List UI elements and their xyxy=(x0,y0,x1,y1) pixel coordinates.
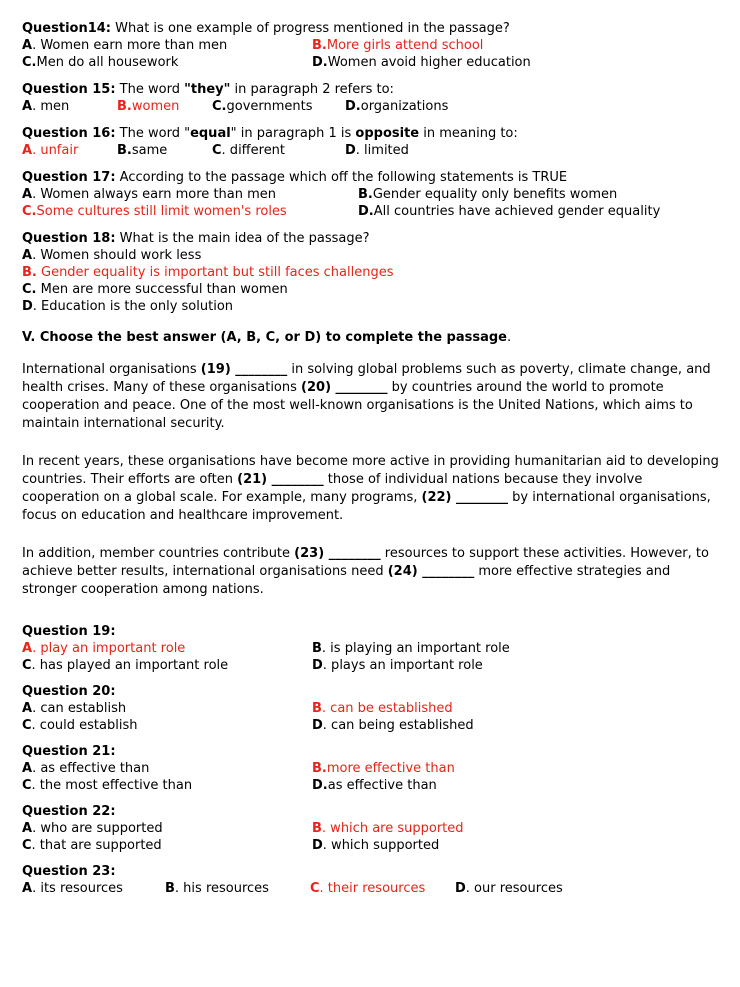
blank-23: (23) ________ xyxy=(294,546,381,561)
option-d: D. can being established xyxy=(312,718,474,733)
option-b: B.More girls attend school xyxy=(312,38,484,53)
passage-paragraph-2: In recent years, these organisations have become more active in providing humanitarian aid to developing countries. Their efforts are often (21) ________ those of individual nations because they involve cooperation on a global scale. For example, many programs, (22) ________ by international organisations, focus on education and healthcare improvement. xyxy=(22,454,719,523)
option-b: B. can be established xyxy=(312,701,453,716)
option-d: D. plays an important role xyxy=(312,658,483,673)
question-label: Question 21: xyxy=(22,744,116,759)
question-23 xyxy=(22,863,722,897)
question-stem: According to the passage which off the following statements is TRUE xyxy=(115,170,568,185)
option-a: A. who are supported xyxy=(22,821,163,836)
option-d: D.organizations xyxy=(345,99,449,114)
option-c: C. Men are more successful than women xyxy=(22,282,288,297)
question-stem: What is the main idea of the passage? xyxy=(115,231,370,246)
question-stem: The word xyxy=(115,82,185,97)
question-label: Question 15: xyxy=(22,82,116,97)
blank-22: (22) ________ xyxy=(421,490,509,505)
option-c: C.Men do all housework xyxy=(22,55,179,70)
question-21 xyxy=(22,743,722,794)
question-18 xyxy=(22,230,722,315)
question-label: Question 18: xyxy=(22,231,116,246)
option-b: B. Gender equality is important but still faces challenges xyxy=(22,265,394,280)
question-stem-mid: " in paragraph 1 is xyxy=(230,126,356,141)
question-stem: What is one example of progress mentioned in the passage? xyxy=(111,21,510,36)
option-a: A. unfair xyxy=(22,143,79,158)
blank-19: (19) ________ xyxy=(200,362,288,377)
question-stem-end: in paragraph 2 refers to: xyxy=(230,82,394,97)
option-b: B. which are supported xyxy=(312,821,464,836)
question-22 xyxy=(22,803,722,854)
option-b: B.same xyxy=(117,143,168,158)
question-14 xyxy=(22,20,722,71)
option-a: A. play an important role xyxy=(22,641,186,656)
option-c: C. has played an important role xyxy=(22,658,229,673)
option-c: C.Some cultures still limit women's roles xyxy=(22,204,287,219)
passage-paragraph-1: International organisations (19) ________ in solving global problems such as poverty, climate change, and health crises. Many of these organisations (20) ________ by countries around the world to promote cooperation and peace. One of the most well-known organisations is the United Nations, which aims to maintain international security. xyxy=(22,362,711,431)
blank-21: (21) ________ xyxy=(237,472,324,487)
question-20 xyxy=(22,683,722,734)
option-d: D.Women avoid higher education xyxy=(312,55,531,70)
question-stem: The word " xyxy=(115,126,191,141)
option-b: B. is playing an important role xyxy=(312,641,510,656)
option-d: D. limited xyxy=(345,143,409,158)
worksheet-page xyxy=(22,20,722,907)
option-c: C. that are supported xyxy=(22,838,162,853)
passage-paragraph-3: In addition, member countries contribute (23) ________ resources to support these activities. However, to achieve better results, international organisations need (24) ________ more effective strategies and stronger cooperation among nations. xyxy=(22,546,709,597)
blank-24: (24) ________ xyxy=(387,564,475,579)
option-a: A. can establish xyxy=(22,701,127,716)
section-heading: V. Choose the best answer (A, B, C, or D) to complete the passage. xyxy=(22,330,512,345)
option-c: C.governments xyxy=(212,99,313,114)
question-stem-end: in meaning to: xyxy=(419,126,518,141)
keyword-opposite: opposite xyxy=(355,126,420,141)
option-b: B. his resources xyxy=(165,881,269,896)
option-a: A. Women always earn more than men xyxy=(22,187,277,202)
question-label: Question 23: xyxy=(22,864,116,879)
question-label: Question 19: xyxy=(22,624,116,639)
option-b: B.more effective than xyxy=(312,761,455,776)
option-d: D.as effective than xyxy=(312,778,437,793)
blank-20: (20) ________ xyxy=(301,380,388,395)
option-d: D. our resources xyxy=(455,881,563,896)
option-a: A. Women earn more than men xyxy=(22,38,228,53)
option-d: D. Education is the only solution xyxy=(22,299,234,314)
question-label: Question14: xyxy=(22,21,112,36)
keyword-equal: equal xyxy=(190,126,231,141)
question-label: Question 22: xyxy=(22,804,116,819)
option-c: C. could establish xyxy=(22,718,138,733)
option-c: C. their resources xyxy=(310,881,426,896)
option-b: B.Gender equality only benefits women xyxy=(358,187,618,202)
option-d: D. which supported xyxy=(312,838,440,853)
question-label: Question 17: xyxy=(22,170,116,185)
question-label: Question 20: xyxy=(22,684,116,699)
option-a: A. Women should work less xyxy=(22,248,202,263)
question-19 xyxy=(22,623,722,674)
option-a: A. as effective than xyxy=(22,761,150,776)
option-c: C. different xyxy=(212,143,286,158)
question-16 xyxy=(22,125,722,159)
option-a: A. its resources xyxy=(22,881,123,896)
option-a: A. men xyxy=(22,99,70,114)
question-15 xyxy=(22,81,722,115)
question-label: Question 16: xyxy=(22,126,116,141)
option-d: D.All countries have achieved gender equality xyxy=(358,204,661,219)
option-c: C. the most effective than xyxy=(22,778,193,793)
quoted-word: "they" xyxy=(184,82,231,97)
question-17 xyxy=(22,169,722,220)
option-b: B.women xyxy=(117,99,180,114)
